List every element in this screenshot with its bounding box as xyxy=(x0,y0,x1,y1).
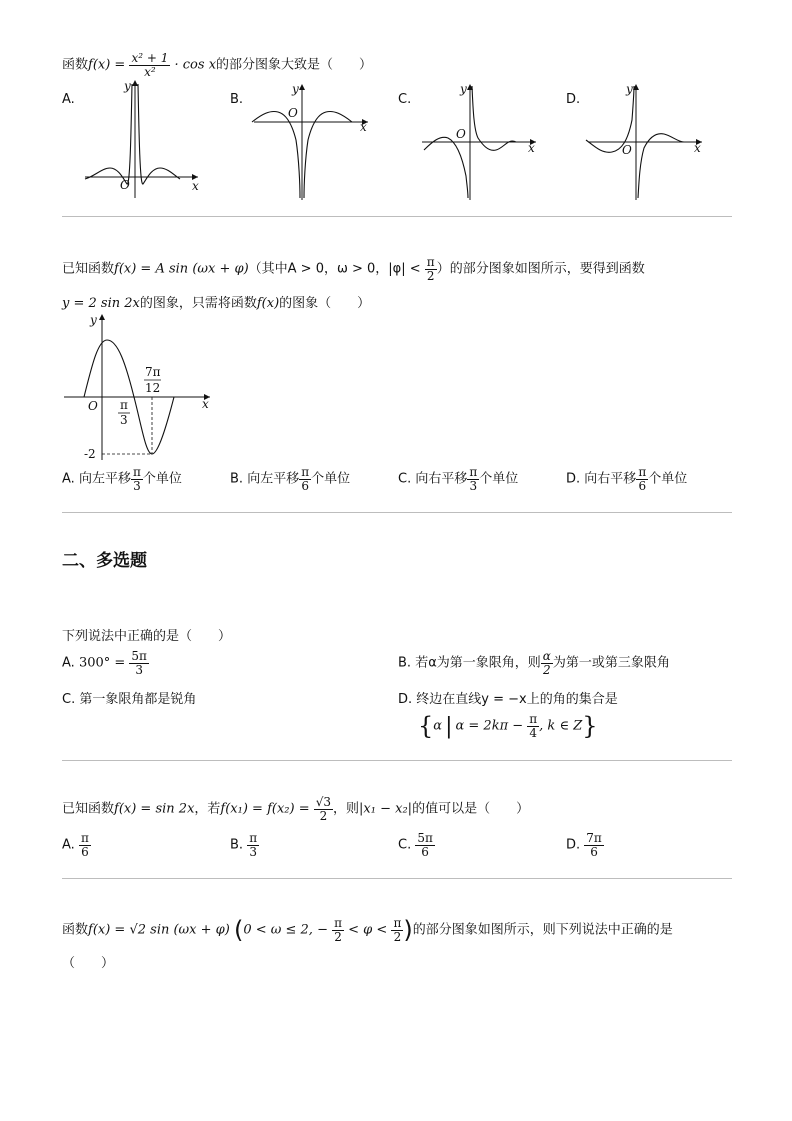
set-divider: | xyxy=(445,713,453,739)
q5-stem-line1 xyxy=(62,916,673,944)
x-label: x xyxy=(528,141,535,155)
set-tail: , k ∈ Z xyxy=(539,718,583,734)
y-label: y xyxy=(90,313,97,327)
frac-num: π xyxy=(529,711,538,726)
option-letter: B. xyxy=(398,655,412,671)
set-fraction xyxy=(527,713,539,739)
q2-cond-fraction xyxy=(425,256,437,282)
divider-2 xyxy=(62,512,732,513)
q4-func: f(x) = sin 2x xyxy=(114,801,195,817)
frac-den: 2 xyxy=(319,808,328,823)
q5-frac1 xyxy=(332,917,344,943)
option-text2: 为第一或第三象限角 xyxy=(552,655,670,671)
q2-cond: （其中A > 0，ω > 0，|φ| < xyxy=(248,261,421,277)
q3-option-b[interactable] xyxy=(398,650,670,676)
option-fraction xyxy=(467,466,479,492)
origin-label: O xyxy=(288,106,298,120)
section-heading: 二、多选题 xyxy=(62,551,147,571)
option-text1: 向右平移 xyxy=(584,471,637,487)
x-label: x xyxy=(192,179,199,193)
x-label: x xyxy=(694,141,701,155)
frac-den: 3 xyxy=(133,478,141,493)
q5-cond2: < φ < xyxy=(348,922,388,938)
q3-option-c[interactable] xyxy=(62,688,196,707)
y-axis-arrow xyxy=(132,80,138,86)
divider-4 xyxy=(62,878,732,879)
option-fraction xyxy=(415,832,435,858)
option-letter: A. xyxy=(62,837,75,853)
q1-func-lhs: f(x) = xyxy=(88,57,126,73)
frac-num: π xyxy=(80,831,89,845)
option-text1: 向左平移 xyxy=(247,471,300,487)
q1-suffix: 的部分图象大致是（ ） xyxy=(216,57,373,73)
option-fraction xyxy=(541,650,553,676)
option-letter: B. xyxy=(230,471,244,487)
origin-label: O xyxy=(120,178,130,192)
q5-func: f(x) = √2 sin (ωx + φ) xyxy=(88,922,230,938)
q5-frac2 xyxy=(391,917,403,943)
q1-prefix: 函数 xyxy=(62,57,89,73)
frac-den: 6 xyxy=(590,844,598,859)
option-letter: A. xyxy=(62,655,75,671)
q2-stem-line1 xyxy=(62,256,645,282)
frac-den: 2 xyxy=(334,929,342,944)
option-letter: D. xyxy=(566,471,581,487)
option-text: 终边在直线y = −x上的角的集合是 xyxy=(416,692,618,707)
frac-num: √3 xyxy=(315,795,332,809)
x-label: x xyxy=(360,120,367,134)
y-label: y xyxy=(292,82,299,96)
q3-option-a[interactable] xyxy=(62,650,149,676)
option-letter: C. xyxy=(62,692,76,707)
frac-den: 3 xyxy=(249,844,257,859)
y-axis-arrow xyxy=(99,314,105,320)
q4-option-c[interactable] xyxy=(398,832,435,858)
right-brace: } xyxy=(582,712,598,740)
q2-graph xyxy=(62,310,222,465)
frac-num: π xyxy=(132,465,141,479)
y-axis-arrow xyxy=(299,84,305,90)
ymin-label: -2 xyxy=(84,447,96,461)
option-text: 第一象限角都是锐角 xyxy=(79,692,197,707)
frac-den: 4 xyxy=(529,725,538,740)
q2-line2-suffix: 的图象（ ） xyxy=(279,296,371,311)
q1-stem xyxy=(62,52,372,78)
q4-tail-pre: ，则 xyxy=(333,801,360,817)
frac-den: 6 xyxy=(81,844,89,859)
option-text1: 向左平移 xyxy=(78,471,131,487)
option-letter: B. xyxy=(230,837,244,853)
q5-suffix: 的部分图象如图所示，则下列说法中正确的是 xyxy=(412,922,673,938)
option-fraction xyxy=(247,832,259,858)
q2-prefix: 已知函数 xyxy=(62,261,115,277)
q1-frac-num: x² + 1 xyxy=(131,51,169,65)
q4-abs: |x₁ − x₂| xyxy=(359,801,413,817)
q4-cond: f(x₁) = f(x₂) = xyxy=(220,801,310,817)
q5-cond1: 0 < ω ≤ 2, − xyxy=(243,922,328,938)
option-fraction xyxy=(299,466,311,492)
q4-option-a[interactable] xyxy=(62,832,91,858)
q1-option-c[interactable]: C. xyxy=(398,92,412,107)
set-rhs: α = 2kπ − xyxy=(455,718,524,734)
q2-line2-text: 的图象，只需将函数 xyxy=(139,296,257,311)
frac-den: 2 xyxy=(543,662,551,677)
left-paren: ( xyxy=(233,916,244,944)
q1-graph-d xyxy=(584,80,709,204)
frac-num: π xyxy=(249,831,258,845)
y-label: y xyxy=(124,79,131,93)
set-lhs: α xyxy=(433,718,443,734)
y-label: y xyxy=(460,82,467,96)
option-letter: A. xyxy=(62,471,75,487)
q3-stem: 下列说法中正确的是（ ） xyxy=(62,629,232,644)
option-fraction xyxy=(584,832,604,858)
option-letter: C. xyxy=(398,471,412,487)
q4-tail: 的值可以是（ ） xyxy=(412,801,530,817)
q1-frac-den: x² xyxy=(144,64,156,79)
option-fraction xyxy=(79,832,91,858)
origin-label: O xyxy=(88,399,98,413)
frac-num: 5π xyxy=(131,649,147,663)
option-letter: D. xyxy=(398,692,413,707)
q1-graph-a xyxy=(80,76,205,200)
q1-graph-b xyxy=(250,80,375,204)
q4-option-d[interactable] xyxy=(566,832,604,858)
q4-option-b[interactable] xyxy=(230,832,259,858)
frac-den: 6 xyxy=(421,844,429,859)
q3-option-d[interactable] xyxy=(398,688,618,707)
q1-option-a[interactable]: A. xyxy=(62,92,75,107)
q2-cond-num: π xyxy=(426,255,435,269)
option-text2: 个单位 xyxy=(648,471,688,487)
q4-stem xyxy=(62,796,529,822)
q2-option-a[interactable] xyxy=(62,466,182,492)
q2-suffix: ）的部分图象如图所示，要得到函数 xyxy=(436,261,645,277)
option-letter: D. xyxy=(566,837,581,853)
q1-func-rhs: · cos x xyxy=(174,57,217,73)
option-fraction xyxy=(129,650,149,676)
origin-label: O xyxy=(456,127,466,141)
frac-num: α xyxy=(542,649,551,663)
q1-option-b[interactable]: B. xyxy=(230,92,244,107)
q3-option-d-set xyxy=(418,712,598,740)
frac-den: 6 xyxy=(301,478,309,493)
divider-1 xyxy=(62,216,732,217)
frac-num: π xyxy=(469,465,478,479)
q4-mid: ，若 xyxy=(194,801,221,817)
x-label: x xyxy=(202,397,209,411)
q2-target-func: y = 2 sin 2x xyxy=(62,296,140,311)
q5-prefix: 函数 xyxy=(62,922,89,938)
q4-prefix: 已知函数 xyxy=(62,801,115,817)
tick-pi-den: 3 xyxy=(120,413,128,427)
frac-num: π xyxy=(393,915,402,930)
divider-3 xyxy=(62,760,732,761)
option-text2: 个单位 xyxy=(142,471,182,487)
frac-num: π xyxy=(301,465,310,479)
q2-option-d[interactable] xyxy=(566,466,687,492)
option-fraction xyxy=(131,466,143,492)
q4-fraction xyxy=(314,796,333,822)
curve xyxy=(85,84,180,184)
option-lhs: 300° = xyxy=(78,655,126,671)
frac-num: π xyxy=(334,915,342,930)
option-text1: 向右平移 xyxy=(415,471,468,487)
q1-fraction xyxy=(129,52,170,78)
tick-7pi-num: 7π xyxy=(145,365,161,379)
option-text2: 个单位 xyxy=(311,471,351,487)
q1-option-d[interactable]: D. xyxy=(566,92,581,107)
q2-cond-den: 2 xyxy=(426,268,435,283)
q5-stem-line2: （ ） xyxy=(62,956,115,971)
q2-func2: f(x) xyxy=(256,296,280,311)
right-paren: ) xyxy=(403,916,413,944)
option-letter: C. xyxy=(398,837,412,853)
q1-graph-c xyxy=(418,80,543,204)
frac-den: 3 xyxy=(469,478,478,493)
y-label: y xyxy=(626,82,633,96)
frac-den: 3 xyxy=(135,662,143,677)
option-fraction xyxy=(636,466,648,492)
frac-num: 5π xyxy=(417,831,433,845)
option-text1: 若α为第一象限角，则 xyxy=(415,655,541,671)
frac-num: 7π xyxy=(586,831,602,845)
q2-stem-line2 xyxy=(62,292,370,311)
tick-pi-num: π xyxy=(120,398,128,412)
frac-den: 6 xyxy=(638,478,647,493)
left-brace: { xyxy=(418,712,434,740)
tick-7pi-den: 12 xyxy=(145,381,161,395)
frac-den: 2 xyxy=(393,929,402,944)
q2-option-b[interactable] xyxy=(230,466,350,492)
q2-option-c[interactable] xyxy=(398,466,518,492)
option-text2: 个单位 xyxy=(479,471,519,487)
q2-func: f(x) = A sin (ωx + φ) xyxy=(114,261,249,277)
frac-num: π xyxy=(638,465,647,479)
origin-label: O xyxy=(622,143,632,157)
